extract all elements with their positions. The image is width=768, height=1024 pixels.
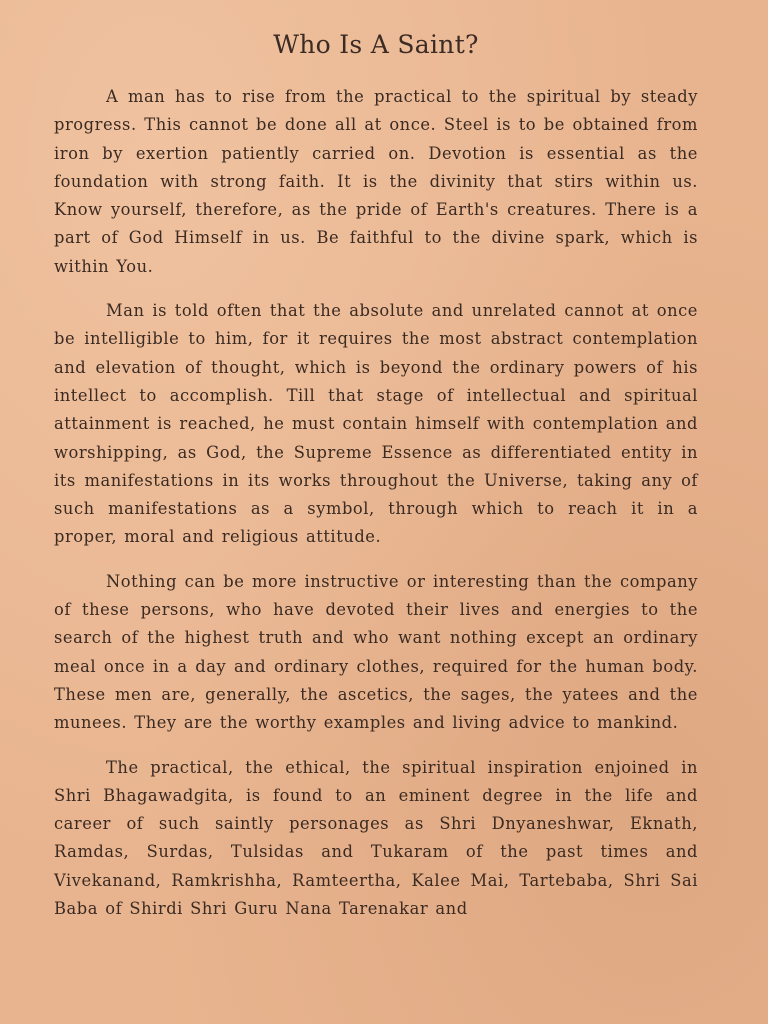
paragraph-1: A man has to rise from the practical to the spiritual by steady progress. This cannot be done all at once. Steel is to be obtained from iron by exertion patiently carried on. Devotion is essential as the foundation with strong faith. It is the divinity that stirs within us. Know yourself, therefore, as the pride of Earth's creatures. There is a part of God Himself in us. Be faithful to the divine spark, which is within You. (54, 87, 698, 276)
paragraph-3: Nothing can be more instructive or interesting than the company of these persons, who have devoted their lives and energies to the search of the highest truth and who want nothing except an ordinary meal once in a day and ordinary clothes, required for the human body. These men are, generally, the ascetics, the sages, the yatees and the munees. They are the worthy examples and living advice to mankind. (54, 571, 698, 733)
page-title: Who Is A Saint? (273, 30, 479, 59)
paragraph-4: The practical, the ethical, the spiritual inspiration enjoined in Shri Bhagawadgita, is found to an eminent degree in the life and career of such saintly personages as Shri Dnyaneshwar, Eknath, Ramdas, Surdas, Tulsidas and Tukaram of the past times and Vivekanand, Ramkrishha, Ramteertha, Kalee Mai, Tartebaba, Shri Sai Baba of Shirdi Shri Guru Nana Tarenakar and (54, 757, 698, 919)
paragraph-2: Man is told often that the absolute and unrelated cannot at once be intelligible to him, for it requires the most abstract contemplation and elevation of thought, which is beyond the ordinary powers of his intellect to accomplish. Till that stage of intellectual and spiritual attainment is reached, he must contain himself with contemplation and worshipping, as God, the Supreme Essence as differentiated entity in its manifestations in its works throughout the Universe, taking any of such manifestations as a symbol, through which to reach it in a proper, moral and religious attitude. (54, 301, 698, 547)
